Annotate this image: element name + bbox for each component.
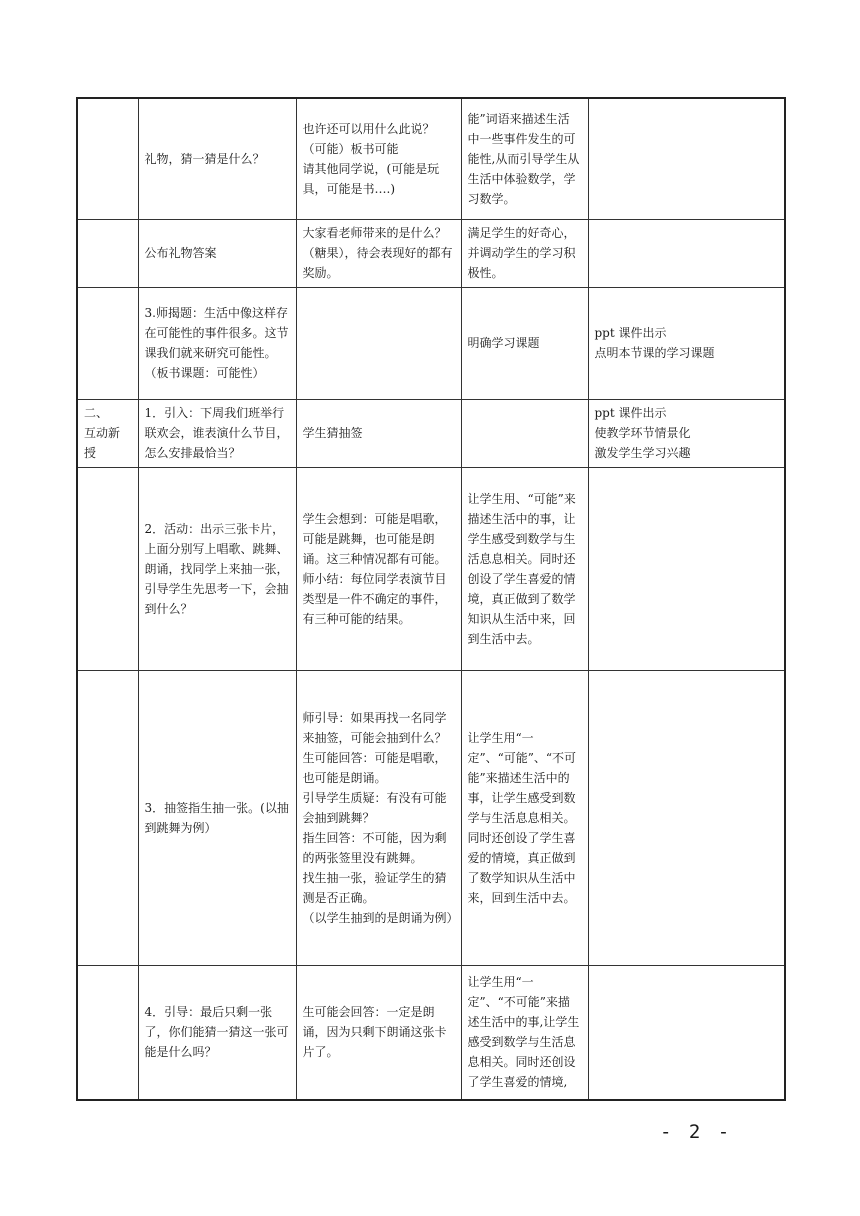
media-cell [588,98,785,219]
media-cell [588,467,785,670]
table-row [77,219,785,287]
section-cell [77,219,138,287]
design-intent-cell [461,287,588,399]
cell-text: 让学生用“一定”、“不可能”来描述生活中的事,让学生感受到数学与生活息息相关。同时还创设了学生喜爱的情境, [467,975,580,1090]
teacher-activity-cell [138,287,296,399]
student-activity-cell [296,399,461,467]
cell-text: 3.师揭题：生活中像这样存在可能性的事件很多。这节课我们就来研究可能性。（板书课题：可能性） [144,306,289,380]
cell-text: 3．抽签指生抽一张。(以抽到跳舞为例） [144,800,289,835]
design-intent-cell [461,98,588,219]
section-cell [77,467,138,670]
cell-text: 满足学生的好奇心，并调动学生的学习积极性。 [467,226,576,280]
cell-text: 让学生用“一定”、“可能”、“不可能”来描述生活中的事，让学生感受到数学与生活息息相关。同时还创设了学生喜爱的情境，真正做到了数学知识从生活中来，回到生活中去。 [467,730,577,905]
student-activity-cell [296,670,461,965]
cell-text: （以学生抽到的是朗诵为例） [302,910,459,925]
student-activity-cell [296,287,461,399]
table-row [77,287,785,399]
cell-text: 生可能会回答：一定是朗诵，因为只剩下朗诵这张卡片了。 [302,1005,447,1060]
cell-text: 二、 [84,406,109,420]
cell-text: 也许还可以用什么此说？ [302,121,435,136]
design-intent-cell [461,965,588,1100]
cell-text: 互动新授 [84,426,121,460]
cell-text: ppt 课件出示 [594,406,667,420]
cell-text: 让学生用、“可能”来描述生活中的事，让学生感受到数学与生活息息相关。同时还创设了学生喜爱的情境，真正做到了数学知识从生活中来，回到生活中去。 [467,491,576,646]
media-cell [588,219,785,287]
cell-text: 明确学习课题 [467,336,540,350]
student-activity-cell [296,965,461,1100]
cell-text: 指生回答：不可能，因为剩的两张签里没有跳舞。 [302,830,447,865]
student-activity-cell [296,219,461,287]
design-intent-cell [461,399,588,467]
design-intent-cell [461,219,588,287]
cell-text: 激发学生学习兴趣 [594,446,691,460]
cell-text: 师引导：如果再找一名同学来抽签，可能会抽到什么？ [302,710,447,745]
teacher-activity-cell [138,399,296,467]
table-row [77,965,785,1100]
lesson-plan-page [76,97,784,1101]
cell-text: 2．活动：出示三张卡片，上面分别写上唱歌、跳舞、朗诵，找同学上来抽一张，引导学生先思考一下，会抽到什么？ [144,521,289,616]
table-row [77,98,785,219]
table-row [77,467,785,670]
section-cell [77,670,138,965]
design-intent-cell [461,670,588,965]
cell-text: 点明本节课的学习课题 [594,346,715,360]
cell-text: 1．引入：下周我们班举行联欢会，谁表演什么节目，怎么安排最恰当？ [144,406,289,460]
cell-text: 学生会想到：可能是唱歌，可能是跳舞，也可能是朗诵。这三种情况都有可能。 [302,511,447,566]
cell-text: 大家看老师带来的是什么？（糖果），待会表现好的都有奖励。 [302,226,453,280]
lesson-plan-table [76,97,786,1101]
section-cell [77,287,138,399]
media-cell [588,965,785,1100]
student-activity-cell [296,467,461,670]
media-cell [588,287,785,399]
table-row [77,670,785,965]
media-cell [588,399,785,467]
teacher-activity-cell [138,965,296,1100]
teacher-activity-cell [138,219,296,287]
cell-text: 能”词语来描述生活中一些事件发生的可能性,从而引导学生从生活中体验数学，学习数学。 [467,111,580,206]
media-cell [588,670,785,965]
cell-text: （可能）板书可能 [302,141,399,156]
cell-text: 师小结：每位同学表演节目类型是一件不确定的事件，有三种可能的结果。 [302,571,447,626]
teacher-activity-cell [138,98,296,219]
cell-text: 引导学生质疑：有没有可能会抽到跳舞？ [302,790,447,825]
cell-text: 礼物，猜一猜是什么？ [144,151,265,166]
cell-text: 公布礼物答案 [144,246,217,260]
section-cell [77,98,138,219]
cell-text: 生可能回答：可能是唱歌，也可能是朗诵。 [302,750,447,785]
cell-text: 找生抽一张，验证学生的猜测是否正确。 [302,870,447,905]
section-cell [77,399,138,467]
cell-text: 学生猜抽签 [302,426,363,440]
teacher-activity-cell [138,467,296,670]
cell-text: 请其他同学说，(可能是玩具，可能是书….) [302,161,440,196]
cell-text: ppt 课件出示 [594,326,667,340]
table-body [77,98,785,1100]
table-row [77,399,785,467]
page-number: - 2 - [660,1121,733,1143]
student-activity-cell [296,98,461,219]
section-cell [77,965,138,1100]
cell-text: 4．引导：最后只剩一张了，你们能猜一猜这一张可能是什么吗？ [144,1005,289,1060]
cell-text: 使教学环节情景化 [594,426,691,440]
design-intent-cell [461,467,588,670]
teacher-activity-cell [138,670,296,965]
